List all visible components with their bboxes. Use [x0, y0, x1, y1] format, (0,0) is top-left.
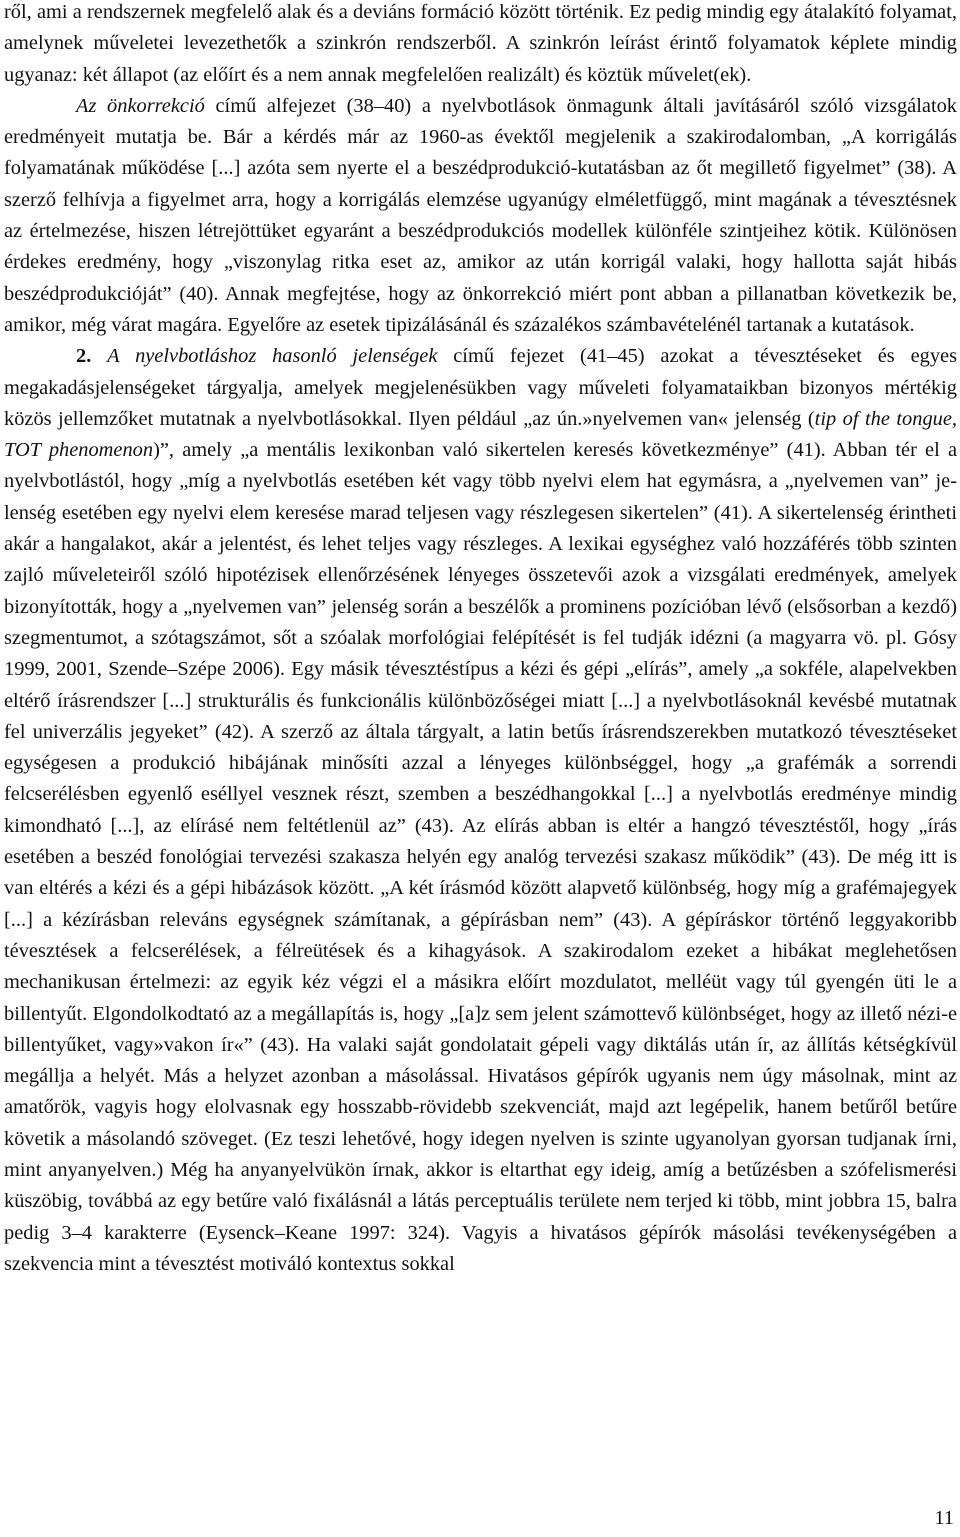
page-number: 11 — [934, 1507, 954, 1529]
paragraph — [4, 0, 957, 91]
text-run-normal: című fejezet (41–45) azokat a tévesztéseket és egyes megakadásjelenségeket tárgyalja, amelyek megjelenésükben vagy műveleti folyamataikban bizonyos mértékig közös jellemzőket mutatnak a nyelvbotlásokkal. Ilyen például „az ún.»nyelvemen van« jelenség ( — [4, 345, 957, 430]
text-run-italic: tip of the tongue, TOT phenomenon — [4, 407, 957, 462]
text-run-normal: ről, ami a rendszernek megfelelő alak és a deviáns formáció között történik. Ez pedig mindig egy átalakító folyamat, amelynek műveletei levezethetők a szinkrón rendszerből. A szinkrón leírást érintő folyamatok képlete mindig ugyanaz: két állapot (az előírt és a nem annak megfelelően realizált) és köztük művelet(ek). — [4, 1, 957, 86]
text-run-italic: A nyelvbotláshoz hasonló jelenségek — [107, 345, 438, 368]
paragraph — [4, 341, 957, 1280]
text-run-normal: )”, amely „a mentális lexikonban való sikertelen keresés következménye” (41). Abban tér el a nyelvbotlástól, hogy „míg a nyelvbotlás esetében két vagy több nyelvi elem hat egymásra, a „nyelvemen van” jelenség esetében egy nyelvi elem keresése marad teljesen vagy részlegesen sikertelen” (41). A sikertelenség érintheti akár a hangalakot, akár a jelentést, és lehet teljes vagy részleges. A lexikai egységhez való hozzáférés több szinten zajló műveleteiről szóló hipotézisek ellenőrzésének lényeges összetevői azok a vizsgálati eredmények, amelyek bizonyították, hogy a „nyelvemen van” jelenség során a beszélők a prominens pozícióban lévő (elsősorban a kezdő) szegmentumot, a szótagszámot, sőt a szóalak morfológiai felépítését is fel tudják idézni (a magyarra vö. pl. Gósy 1999, 2001, Szende–Szépe 2006). Egy másik tévesztéstípus a kézi és gépi „elírás”, amely „a sokféle, alapelvekben eltérő írásrendszer [...] strukturális és funkcionális különbözőségei miatt [...] a nyelvbotlásoknál kevésbé mutatnak fel univerzális jegyeket” (42). A szerző az általa tárgyalt, a latin betűs írásrendszerekben mutatkozó tévesztéseket egységesen a produkció hibájának minősíti azzal a lényeges különbséggel, hogy „a grafémák a sorrendi felcserélésben egyenlő eséllyel vesznek részt, szemben a beszédhangokkal [...] a nyelvbotlás eredménye mindig kimondható [...], az elírásé nem feltétlenül az” (43). Az elírás abban is eltér a hangzó tévesztéstől, hogy „írás esetében a beszéd fonológiai tervezési szakasza helyén egy analóg tervezési szakasz működik” (43). De még itt is van eltérés a kézi és a gépi hibázások között. „A két írásmód között alapvető különbség, hogy míg a grafémajegyek [...] a kézírásban releváns egységnek számítanak, a gépírásban nem” (43). A gépíráskor történő leggyakoribb tévesztések a felcserélések, a félreütések és a kihagyások. A szakirodalom ezeket a hibákat meglehetősen mechanikusan értelmezi: az egyik kéz végzi el a másikra előírt mozdulatot, melléüt vagy túl gyengén üti le a billentyűt. Elgondolkodtató az a megállapítás is, hogy „[a]z sem jelent számottevő különbséget, hogy az illető nézi-e billentyűket, vagy»vakon ír«” (43). Ha valaki saját gondolatait gépeli vagy diktálás után ír, az állítás kétségkívül megállja a helyét. Más a helyzet azonban a másolással. Hivatásos gépírók ugyanis nem úgy másolnak, mint az amatőrök, vagyis hogy elolvasnak egy hosszabb-rövidebb szekvenciát, majd azt legépelik, hanem betűről betűre követik a másolandó szöveget. (Ez teszi lehetővé, hogy idegen nyelven is szinte ugyanolyan gyorsan tudjanak írni, mint anyanyelven.) Még ha anyanyelvükön írnak, akkor is eltarthat egy ideig, amíg a betűzésben a szófelismerési küszöbig, továbbá az egy betűre való fixálásnál a látás perceptuális területe nem terjed ki több, mint jobbra 15, balra pedig 3–4 karakterre (Eysenck–Keane 1997: 324). Vagyis a hivatásos gépírók másolási tevékenységében a szekvencia mint a tévesztést motiváló kontextus sokkal — [4, 439, 957, 1275]
text-run-normal: című alfejezet (38–40) a nyelvbotlások önmagunk általi javításáról szóló vizsgálatok eredményeit mutatja be. Bár a kérdés már az 1960-as évektől megjelenik a szakirodalomban, „A korrigálás folyamatának működése [...] azóta sem nyerte el a beszédprodukció-kutatásban az őt megillető figyelmet” (38). A szerző felhívja a figyelmet arra, hogy a korrigálás elemzése ugyanúgy elméletfüggő, mint magának a tévesztésnek az értelmezése, hiszen létrejöttüket egyaránt a beszédprodukciós modellek különféle szintjeihez kötik. Különösen érdekes eredmény, hogy „viszonylag ritka eset az, amikor az után korrigál valaki, hogy hallotta saját hibás beszédprodukcióját” (40). Annak megfejtése, hogy az önkorrekció miért pont abban a pillanatban következik be, amikor, még várat magára. Egyelőre az esetek tipizálásánál és százalékos számbavételénél tartanak a kutatások. — [4, 94, 958, 336]
body-text — [4, 0, 957, 1280]
text-run-italic: Az önkorrekció — [76, 94, 205, 117]
paragraph — [4, 91, 957, 341]
text-run-bold: 2. — [76, 345, 108, 368]
